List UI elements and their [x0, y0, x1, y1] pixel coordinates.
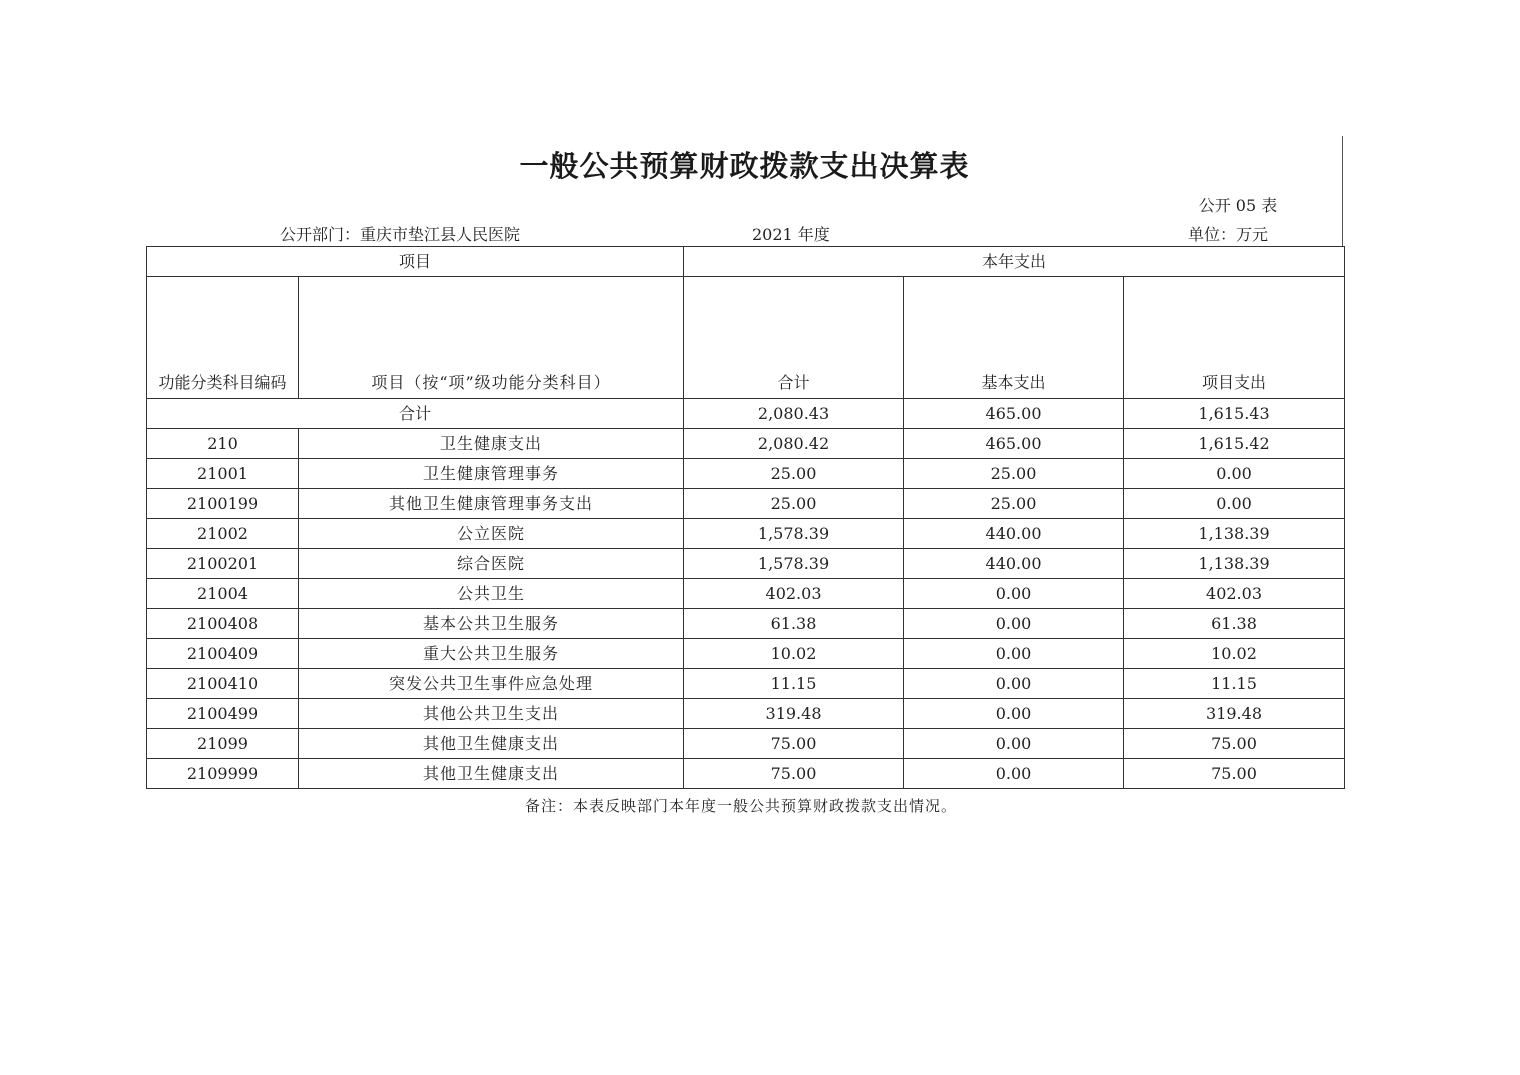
row-code: 210: [147, 429, 299, 459]
row-basic: 440.00: [904, 519, 1124, 549]
department-label: 公开部门：重庆市垫江县人民医院: [280, 225, 521, 244]
header-current-year: 本年支出: [684, 247, 1345, 277]
table-row: [147, 549, 1345, 579]
total-project: 1,615.43: [1124, 399, 1345, 429]
table-row: [147, 459, 1345, 489]
row-total: 1,578.39: [684, 549, 904, 579]
total-basic: 465.00: [904, 399, 1124, 429]
row-project: 0.00: [1124, 459, 1345, 489]
row-project: 1,615.42: [1124, 429, 1345, 459]
row-basic: 0.00: [904, 759, 1124, 789]
row-name: 其他卫生健康支出: [299, 729, 684, 759]
table-row: [147, 639, 1345, 669]
row-basic: 0.00: [904, 609, 1124, 639]
table-row: [147, 519, 1345, 549]
row-total: 10.02: [684, 639, 904, 669]
row-total: 75.00: [684, 729, 904, 759]
total-label: 合计: [147, 399, 684, 429]
table-row: [147, 609, 1345, 639]
row-code: 21004: [147, 579, 299, 609]
row-project: 1,138.39: [1124, 519, 1345, 549]
form-number: 公开 05 表: [1198, 196, 1278, 215]
row-total: 61.38: [684, 609, 904, 639]
row-name: 重大公共卫生服务: [299, 639, 684, 669]
row-basic: 0.00: [904, 639, 1124, 669]
header-project: 项目: [147, 247, 684, 277]
row-project: 1,138.39: [1124, 549, 1345, 579]
row-name: 卫生健康管理事务: [299, 459, 684, 489]
row-project: 402.03: [1124, 579, 1345, 609]
row-project: 0.00: [1124, 489, 1345, 519]
row-total: 2,080.42: [684, 429, 904, 459]
row-code: 2100409: [147, 639, 299, 669]
table-row: [147, 489, 1345, 519]
table-header-row: [147, 247, 1345, 277]
header-basic: 基本支出: [904, 277, 1124, 399]
row-code: 2109999: [147, 759, 299, 789]
row-code: 2100408: [147, 609, 299, 639]
table-subheader-row: [147, 277, 1345, 399]
row-total: 319.48: [684, 699, 904, 729]
row-name: 其他卫生健康支出: [299, 759, 684, 789]
row-project: 61.38: [1124, 609, 1345, 639]
table-footnote: 备注：本表反映部门本年度一般公共预算财政拨款支出情况。: [524, 797, 957, 815]
row-name: 其他公共卫生支出: [299, 699, 684, 729]
row-basic: 0.00: [904, 669, 1124, 699]
row-project: 75.00: [1124, 759, 1345, 789]
fiscal-year: 2021 年度: [752, 225, 830, 244]
document-title: 一般公共预算财政拨款支出决算表: [519, 149, 970, 183]
row-code: 21002: [147, 519, 299, 549]
table-row: [147, 759, 1345, 789]
total-row: [147, 399, 1345, 429]
row-name: 公立医院: [299, 519, 684, 549]
row-project: 75.00: [1124, 729, 1345, 759]
row-basic: 25.00: [904, 459, 1124, 489]
row-project: 11.15: [1124, 669, 1345, 699]
expenditure-table: [146, 246, 1345, 789]
row-code: 2100410: [147, 669, 299, 699]
row-basic: 465.00: [904, 429, 1124, 459]
row-total: 1,578.39: [684, 519, 904, 549]
header-project-exp: 项目支出: [1124, 277, 1345, 399]
row-code: 2100199: [147, 489, 299, 519]
row-name: 综合医院: [299, 549, 684, 579]
row-basic: 25.00: [904, 489, 1124, 519]
table-row: [147, 699, 1345, 729]
row-code: 21001: [147, 459, 299, 489]
table-row: [147, 729, 1345, 759]
table-row: [147, 669, 1345, 699]
row-name: 基本公共卫生服务: [299, 609, 684, 639]
row-total: 25.00: [684, 489, 904, 519]
row-total: 402.03: [684, 579, 904, 609]
row-basic: 0.00: [904, 699, 1124, 729]
row-name: 其他卫生健康管理事务支出: [299, 489, 684, 519]
header-code: 功能分类科目编码: [147, 277, 299, 399]
row-project: 319.48: [1124, 699, 1345, 729]
row-basic: 440.00: [904, 549, 1124, 579]
row-basic: 0.00: [904, 579, 1124, 609]
row-total: 25.00: [684, 459, 904, 489]
row-name: 突发公共卫生事件应急处理: [299, 669, 684, 699]
currency-unit: 单位：万元: [1188, 225, 1269, 244]
header-total: 合计: [684, 277, 904, 399]
table-row: [147, 429, 1345, 459]
row-code: 2100201: [147, 549, 299, 579]
row-code: 21099: [147, 729, 299, 759]
total-amount: 2,080.43: [684, 399, 904, 429]
row-code: 2100499: [147, 699, 299, 729]
row-name: 卫生健康支出: [299, 429, 684, 459]
row-project: 10.02: [1124, 639, 1345, 669]
row-name: 公共卫生: [299, 579, 684, 609]
row-total: 11.15: [684, 669, 904, 699]
row-total: 75.00: [684, 759, 904, 789]
table-row: [147, 579, 1345, 609]
header-name: 项目（按“项”级功能分类科目）: [299, 277, 684, 399]
row-basic: 0.00: [904, 729, 1124, 759]
